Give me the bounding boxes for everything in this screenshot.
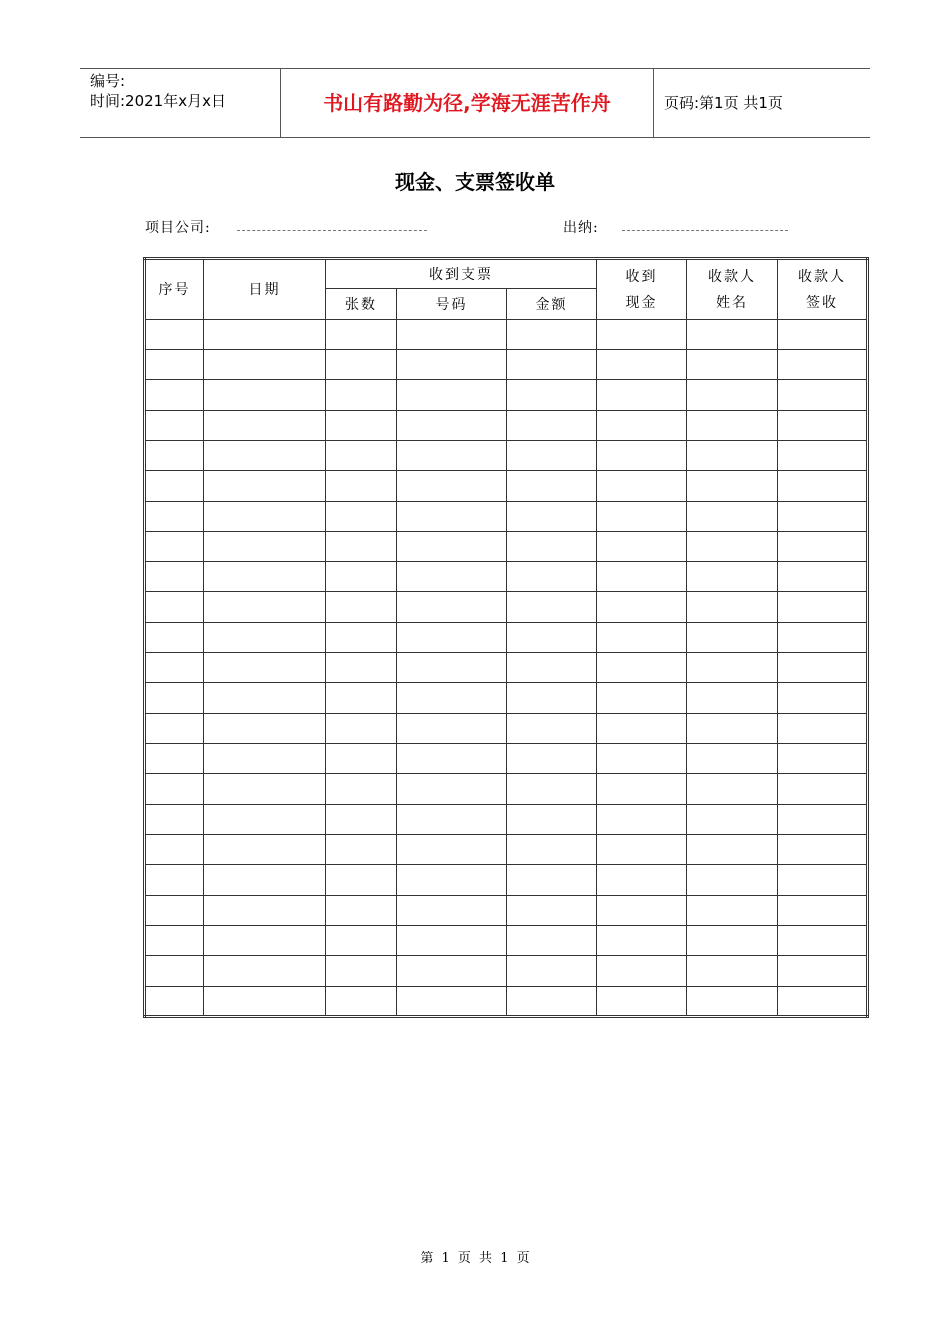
table-cell — [326, 653, 397, 683]
table-cell — [597, 592, 687, 622]
table-cell — [397, 925, 507, 955]
table-cell — [204, 592, 326, 622]
table-cell — [778, 986, 868, 1017]
cheque-group-header: 收到支票 — [326, 259, 597, 289]
col-payee-line2: 姓名 — [716, 295, 749, 312]
table-cell — [397, 319, 507, 349]
header-meta — [80, 69, 281, 137]
table-row — [145, 713, 868, 743]
table-cell — [326, 804, 397, 834]
table-cell — [326, 410, 397, 440]
table-cell — [597, 956, 687, 986]
table-cell — [507, 440, 597, 470]
table-cell — [687, 622, 778, 652]
table-row — [145, 834, 868, 864]
col-number-header: 号码 — [397, 289, 507, 319]
table-row — [145, 349, 868, 379]
table-row — [145, 683, 868, 713]
table-cell — [597, 380, 687, 410]
table-cell — [778, 744, 868, 774]
table-row — [145, 562, 868, 592]
table-cell — [204, 562, 326, 592]
table-cell — [778, 865, 868, 895]
table-cell — [507, 986, 597, 1017]
table-cell — [145, 744, 204, 774]
table-cell — [204, 834, 326, 864]
table-cell — [145, 319, 204, 349]
table-cell — [778, 349, 868, 379]
table-row — [145, 744, 868, 774]
table-cell — [778, 713, 868, 743]
table-cell — [507, 774, 597, 804]
table-cell — [597, 986, 687, 1017]
table-cell — [778, 925, 868, 955]
table-cell — [687, 834, 778, 864]
table-cell — [145, 440, 204, 470]
table-cell — [687, 380, 778, 410]
table-row — [145, 804, 868, 834]
table-row — [145, 531, 868, 561]
table-cell — [204, 471, 326, 501]
table-cell — [778, 895, 868, 925]
table-row — [145, 956, 868, 986]
table-cell — [778, 956, 868, 986]
table-cell — [597, 925, 687, 955]
table-cell — [507, 562, 597, 592]
col-cash-line2: 现金 — [625, 295, 658, 312]
table-row — [145, 895, 868, 925]
table-cell — [687, 440, 778, 470]
table-cell — [326, 713, 397, 743]
table-cell — [778, 804, 868, 834]
col-sign-line2: 签收 — [806, 295, 839, 312]
table-cell — [687, 925, 778, 955]
table-row — [145, 319, 868, 349]
company-blank-line — [237, 230, 427, 231]
table-cell — [326, 925, 397, 955]
table-row — [145, 501, 868, 531]
table-cell — [597, 834, 687, 864]
table-cell — [326, 349, 397, 379]
table-cell — [778, 531, 868, 561]
table-cell — [204, 410, 326, 440]
table-cell — [145, 471, 204, 501]
table-cell — [397, 410, 507, 440]
table-cell — [687, 713, 778, 743]
cashier-blank-line — [622, 230, 788, 231]
table-cell — [507, 865, 597, 895]
table-cell — [687, 683, 778, 713]
table-cell — [507, 925, 597, 955]
table-cell — [597, 683, 687, 713]
table-cell — [326, 834, 397, 864]
table-cell — [507, 683, 597, 713]
table-cell — [397, 895, 507, 925]
table-cell — [507, 319, 597, 349]
table-cell — [145, 622, 204, 652]
table-cell — [145, 956, 204, 986]
table-cell — [778, 774, 868, 804]
table-cell — [397, 349, 507, 379]
table-cell — [687, 562, 778, 592]
table-cell — [507, 895, 597, 925]
col-seq-header: 序号 — [145, 259, 204, 320]
table-cell — [204, 925, 326, 955]
table-cell — [204, 956, 326, 986]
receipt-table — [143, 257, 869, 1018]
table-cell — [145, 592, 204, 622]
table-cell — [778, 410, 868, 440]
table-cell — [687, 531, 778, 561]
table-cell — [507, 592, 597, 622]
table-cell — [326, 895, 397, 925]
table-cell — [204, 653, 326, 683]
table-cell — [204, 804, 326, 834]
table-cell — [397, 501, 507, 531]
table-cell — [145, 986, 204, 1017]
table-cell — [507, 471, 597, 501]
table-cell — [778, 683, 868, 713]
table-cell — [597, 501, 687, 531]
table-cell — [507, 410, 597, 440]
table-row — [145, 925, 868, 955]
table-cell — [145, 713, 204, 743]
table-cell — [507, 349, 597, 379]
table-cell — [204, 319, 326, 349]
table-cell — [145, 380, 204, 410]
table-cell — [326, 562, 397, 592]
table-cell — [145, 683, 204, 713]
table-cell — [778, 380, 868, 410]
table-cell — [326, 319, 397, 349]
table-row — [145, 440, 868, 470]
table-row — [145, 986, 868, 1017]
table-cell — [326, 986, 397, 1017]
table-cell — [597, 471, 687, 501]
table-cell — [204, 744, 326, 774]
table-cell — [145, 562, 204, 592]
table-cell — [397, 380, 507, 410]
table-cell — [597, 865, 687, 895]
table-row — [145, 622, 868, 652]
page-footer: 第 1 页 共 1 页 — [420, 1251, 530, 1266]
table-cell — [507, 956, 597, 986]
table-cell — [597, 440, 687, 470]
table-cell — [778, 592, 868, 622]
table-cell — [687, 501, 778, 531]
table-cell — [204, 895, 326, 925]
table-cell — [397, 471, 507, 501]
col-payee-header — [687, 259, 778, 320]
table-cell — [778, 501, 868, 531]
table-cell — [507, 713, 597, 743]
table-cell — [507, 531, 597, 561]
table-cell — [204, 622, 326, 652]
table-cell — [397, 683, 507, 713]
col-amount-header: 金额 — [507, 289, 597, 319]
table-cell — [397, 834, 507, 864]
table-cell — [326, 471, 397, 501]
table-cell — [778, 653, 868, 683]
table-cell — [397, 986, 507, 1017]
doc-time-label: 时间:2021年x月x日 — [90, 92, 226, 110]
table-cell — [687, 410, 778, 440]
table-cell — [326, 956, 397, 986]
doc-number-label: 编号: — [90, 72, 126, 90]
table-cell — [204, 713, 326, 743]
table-cell — [778, 622, 868, 652]
table-cell — [597, 774, 687, 804]
table-cell — [145, 410, 204, 440]
col-cash-line1: 收到 — [625, 269, 658, 286]
table-cell — [507, 804, 597, 834]
table-cell — [326, 501, 397, 531]
page-title: 现金、支票签收单 — [395, 170, 555, 194]
table-cell — [145, 653, 204, 683]
table-cell — [145, 834, 204, 864]
table-row — [145, 592, 868, 622]
table-cell — [204, 501, 326, 531]
table-header-row — [145, 259, 868, 289]
table-cell — [326, 531, 397, 561]
table-cell — [687, 592, 778, 622]
table-cell — [397, 865, 507, 895]
table-cell — [597, 319, 687, 349]
table-cell — [326, 865, 397, 895]
table-cell — [397, 562, 507, 592]
table-cell — [778, 319, 868, 349]
table-cell — [397, 653, 507, 683]
table-cell — [687, 349, 778, 379]
table-cell — [326, 440, 397, 470]
table-cell — [326, 774, 397, 804]
table-cell — [204, 380, 326, 410]
table-cell — [326, 683, 397, 713]
table-cell — [687, 471, 778, 501]
table-cell — [778, 471, 868, 501]
table-cell — [397, 713, 507, 743]
col-count-header: 张数 — [326, 289, 397, 319]
table-cell — [597, 653, 687, 683]
table-row — [145, 410, 868, 440]
table-cell — [687, 319, 778, 349]
cashier-label: 出纳: — [563, 220, 599, 236]
table-cell — [597, 895, 687, 925]
table-cell — [507, 380, 597, 410]
table-cell — [397, 956, 507, 986]
table-cell — [507, 653, 597, 683]
table-cell — [145, 349, 204, 379]
table-cell — [507, 501, 597, 531]
table-cell — [507, 622, 597, 652]
table-cell — [778, 834, 868, 864]
table-row — [145, 653, 868, 683]
table-cell — [204, 440, 326, 470]
table-cell — [397, 622, 507, 652]
table-cell — [687, 804, 778, 834]
table-cell — [687, 895, 778, 925]
col-date-header: 日期 — [204, 259, 326, 320]
table-cell — [145, 804, 204, 834]
table-cell — [507, 744, 597, 774]
table-cell — [145, 895, 204, 925]
table-cell — [145, 501, 204, 531]
table-cell — [204, 774, 326, 804]
table-cell — [597, 713, 687, 743]
company-label: 项目公司: — [145, 220, 211, 236]
table-cell — [204, 683, 326, 713]
table-cell — [326, 380, 397, 410]
table-cell — [778, 440, 868, 470]
table-cell — [397, 531, 507, 561]
table-cell — [326, 622, 397, 652]
col-sign-line1: 收款人 — [798, 269, 847, 286]
table-cell — [397, 744, 507, 774]
document-header — [80, 68, 870, 138]
col-cash-header — [597, 259, 687, 320]
table-cell — [145, 925, 204, 955]
table-cell — [687, 956, 778, 986]
table-cell — [145, 774, 204, 804]
table-cell — [397, 440, 507, 470]
table-cell — [597, 349, 687, 379]
table-cell — [145, 531, 204, 561]
table-cell — [597, 562, 687, 592]
table-cell — [204, 865, 326, 895]
table-row — [145, 471, 868, 501]
table-cell — [397, 804, 507, 834]
header-page-info: 页码:第1页 共1页 — [664, 94, 783, 112]
table-cell — [687, 653, 778, 683]
col-sign-header — [778, 259, 868, 320]
table-cell — [597, 410, 687, 440]
table-cell — [687, 744, 778, 774]
table-cell — [397, 774, 507, 804]
table-cell — [597, 744, 687, 774]
header-motto: 书山有路勤为径,学海无涯苦作舟 — [281, 69, 654, 137]
table-cell — [397, 592, 507, 622]
table-cell — [204, 349, 326, 379]
col-payee-line1: 收款人 — [708, 269, 757, 286]
table-cell — [507, 834, 597, 864]
table-cell — [326, 592, 397, 622]
table-row — [145, 380, 868, 410]
table-cell — [687, 865, 778, 895]
table-cell — [687, 986, 778, 1017]
table-cell — [687, 774, 778, 804]
table-row — [145, 774, 868, 804]
table-cell — [778, 562, 868, 592]
table-cell — [597, 531, 687, 561]
table-cell — [204, 531, 326, 561]
table-cell — [597, 804, 687, 834]
table-cell — [145, 865, 204, 895]
table-cell — [597, 622, 687, 652]
table-cell — [326, 744, 397, 774]
table-row — [145, 865, 868, 895]
table-cell — [204, 986, 326, 1017]
